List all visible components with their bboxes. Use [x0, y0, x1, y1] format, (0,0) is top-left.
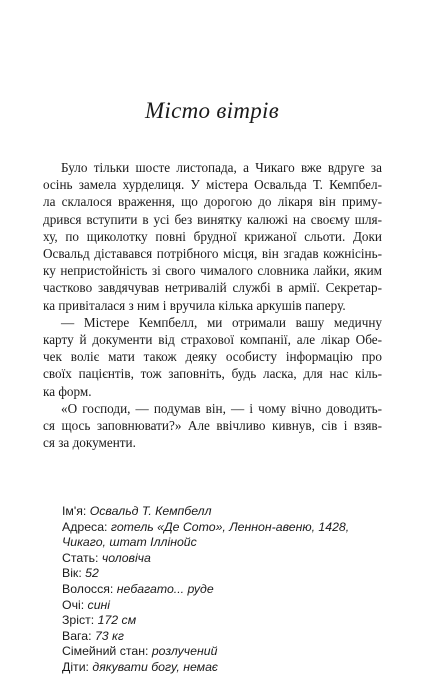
text-line: ка привіталася з ним і вручила кілька аркушів паперу.: [43, 297, 346, 313]
text-line: ку непристойність зі свого чималого словника лайки, яким: [43, 263, 382, 279]
text-line: Освальд діставався потрібного місця, він згадав кожнісінь-: [43, 246, 382, 262]
text-line: ху, по щиколотку повні брудної крижаної сльоти. Доки: [43, 228, 382, 244]
text-line: ла склалося враження, що дорогою до лікаря він приму-: [43, 194, 382, 210]
text-line: карту й документи від страхової компанії, але лікар Обе-: [43, 332, 382, 348]
form-value: розлучений: [151, 644, 218, 659]
form-row-children: [62, 660, 382, 676]
form-row-address: [62, 520, 382, 536]
text-line: — Містере Кемпбелл, ми отримали вашу медичну: [61, 314, 382, 330]
text-line: чек воліє мати також деяку особисту інформацію про: [43, 349, 382, 365]
text-line: частково завдячував нетривалій службі в армії. Секретар-: [43, 280, 382, 296]
form-label: Стать:: [62, 550, 102, 565]
form-value: 52: [85, 566, 99, 581]
form-row-name: [62, 504, 382, 520]
form-row-sex: [62, 551, 382, 567]
form-value: готель «Де Сото», Леннон-авеню, 1428,: [110, 519, 350, 534]
form-row-height: [62, 613, 382, 629]
form-value: чоловіча: [101, 550, 151, 565]
body-text: [43, 159, 382, 451]
form-label: Діти:: [62, 659, 93, 674]
form-row-hair: [62, 582, 382, 598]
form-row-weight: [62, 629, 382, 645]
text-line: ся за документи.: [43, 435, 136, 451]
text-line: дрився вступити в усі без винятку калюжі на своєму шля-: [43, 211, 382, 227]
form-value: сині: [87, 597, 111, 612]
form-label: Зріст:: [62, 613, 98, 628]
text-line: «О господи, — подумав він, — і чому вічно доводить-: [61, 400, 382, 416]
form-label: Адреса:: [62, 519, 111, 534]
text-line: осінь замела хурделиця. У містера Освальда Т. Кемпбел-: [43, 177, 382, 193]
form-row-marital: [62, 644, 382, 660]
form-value: дякувати богу, немає: [92, 659, 219, 674]
form-value: 172 см: [97, 613, 137, 628]
text-line: ся щось заповнювати?» Але ввічливо кивнув, сів і взяв-: [43, 418, 382, 434]
form-label: Вік:: [62, 566, 86, 581]
form-label: Вага:: [62, 628, 95, 643]
form-value: небагато... руде: [116, 581, 214, 596]
form-value: Освальд Т. Кемпбелл: [89, 504, 212, 518]
form-label: Очі:: [62, 597, 88, 612]
text-line: Було тільки шосте листопада, а Чикаго вже вдруге за: [61, 160, 382, 175]
text-line: своїх пацієнтів, тож заповніть, будь ласка, для нас кіль-: [43, 366, 382, 382]
form-label: Волосся:: [62, 581, 117, 596]
form-label: Ім'я:: [62, 504, 90, 518]
form-label: Сімейний стан:: [62, 644, 152, 659]
form-row-eyes: [62, 598, 382, 614]
chapter-title: Місто вітрів: [144, 98, 280, 123]
text-line: ка форм.: [43, 383, 92, 399]
form-value: 73 кг: [94, 628, 124, 643]
form-row-age: [62, 566, 382, 582]
form-row-address-cont: Чикаго, штат Іллінойс: [62, 535, 197, 550]
